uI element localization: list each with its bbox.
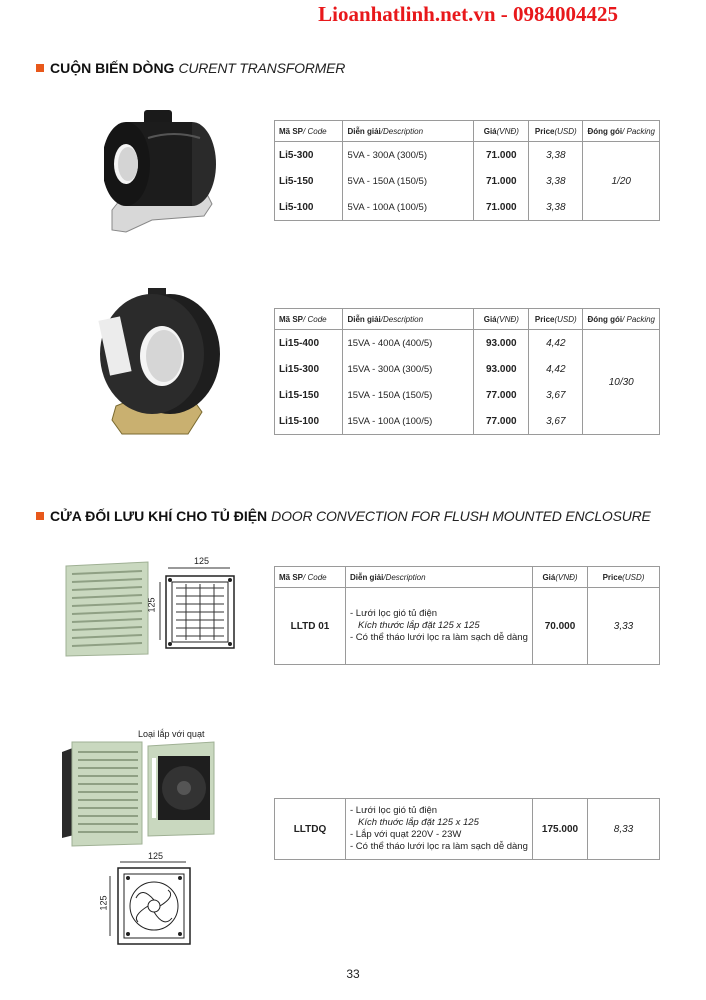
page-number: 33 xyxy=(346,967,360,981)
header-code: Mã SP/ Code xyxy=(275,567,346,588)
header-packing: Đóng gói/ Packing xyxy=(583,309,660,330)
section-title-en: CURENT TRANSFORMER xyxy=(178,60,346,76)
section-bullet xyxy=(36,64,44,72)
section-title-vn: CUỘN BIẾN DÒNG xyxy=(50,60,175,76)
section-title-door-convection xyxy=(36,508,651,524)
dimension-height-1: 125 xyxy=(146,597,157,613)
header-description: Diễn giải/Description xyxy=(343,121,474,142)
current-transformer-image-1 xyxy=(104,108,224,240)
header-price-vnd: Giá(VNĐ) xyxy=(474,121,529,142)
header-price-usd: Price(USD) xyxy=(588,567,660,588)
header-code: Mã SP/ Code xyxy=(275,309,343,330)
table-row: LLTDQ - Lưới lọc gió tủ điện Kích thuớc lắp đặt 125 x 125 - Lắp với quạt 220V - 23W - Có thể tháo lưới lọc ra làm sạch dễ dàng 175.000 8,33 xyxy=(275,799,660,860)
fan-type-callout: Loại lắp với quạt xyxy=(138,729,205,739)
table-row: Li5-300 5VA - 300A (300/5) 71.000 3,38 1/20 xyxy=(275,142,660,169)
fan-filter-drawing xyxy=(106,858,198,948)
section-bullet xyxy=(36,512,44,520)
section-title-vn: CỬA ĐỐI LƯU KHÍ CHO TỦ ĐIỆN xyxy=(50,508,268,524)
header-price-vnd: Giá(VNĐ) xyxy=(474,309,529,330)
packing-cell: 1/20 xyxy=(583,142,660,221)
dimension-height-2: 125 xyxy=(98,895,109,911)
door-convection-table-1 xyxy=(274,566,660,665)
header-price-vnd: Giá(VNĐ) xyxy=(533,567,588,588)
table-row: Li15-300 15VA - 300A (300/5) 93.000 4,42 xyxy=(275,356,660,382)
dimension-width-1: 125 xyxy=(194,556,210,566)
door-convection-table-2 xyxy=(274,798,660,860)
transformer-table-1 xyxy=(274,120,660,221)
description-cell: - Lưới lọc gió tủ điện Kích thước lắp đặt 125 x 125 - Có thể tháo lưới lọc ra làm sạch dễ dàng xyxy=(346,588,533,665)
table-row: LLTD 01 - Lưới lọc gió tủ điện Kích thước lắp đặt 125 x 125 - Có thể tháo lưới lọc ra làm sạch dễ dàng 70.000 3,33 xyxy=(275,588,660,665)
header-price-usd: Price(USD) xyxy=(529,309,583,330)
header-price-usd: Price(USD) xyxy=(529,121,583,142)
section-title-transformer xyxy=(36,60,345,76)
packing-cell: 10/30 xyxy=(583,330,660,435)
header-code: Mã SP/ Code xyxy=(275,121,343,142)
table-row: Li15-100 15VA - 100A (100/5) 77.000 3,67 xyxy=(275,408,660,435)
table-row: Li5-100 5VA - 100A (100/5) 71.000 3,38 xyxy=(275,194,660,221)
header-description: Diễn giải/Description xyxy=(343,309,474,330)
watermark: Lioanhatlinh.net.vn - 0984004425 xyxy=(318,2,618,26)
table-row: Li15-400 15VA - 400A (400/5) 93.000 4,42 10/30 xyxy=(275,330,660,357)
transformer-table-2 xyxy=(274,308,660,435)
filter-drawing-1 xyxy=(156,564,242,654)
header-packing: Đóng gói/ Packing xyxy=(583,121,660,142)
fan-filter-image xyxy=(58,738,218,850)
filter-grille-image-1 xyxy=(62,560,152,658)
section-title-en: DOOR CONVECTION FOR FLUSH MOUNTED ENCLOSURE xyxy=(271,508,651,524)
description-cell: - Lưới lọc gió tủ điện Kích thuớc lắp đặt 125 x 125 - Lắp với quạt 220V - 23W - Có thể tháo lưới lọc ra làm sạch dễ dàng xyxy=(346,799,533,860)
header-description: Diễn giải/Description xyxy=(346,567,533,588)
table-row: Li5-150 5VA - 150A (150/5) 71.000 3,38 xyxy=(275,168,660,194)
table-row: Li15-150 15VA - 150A (150/5) 77.000 3,67 xyxy=(275,382,660,408)
dimension-width-2: 125 xyxy=(148,851,164,861)
current-transformer-image-2 xyxy=(92,288,220,438)
